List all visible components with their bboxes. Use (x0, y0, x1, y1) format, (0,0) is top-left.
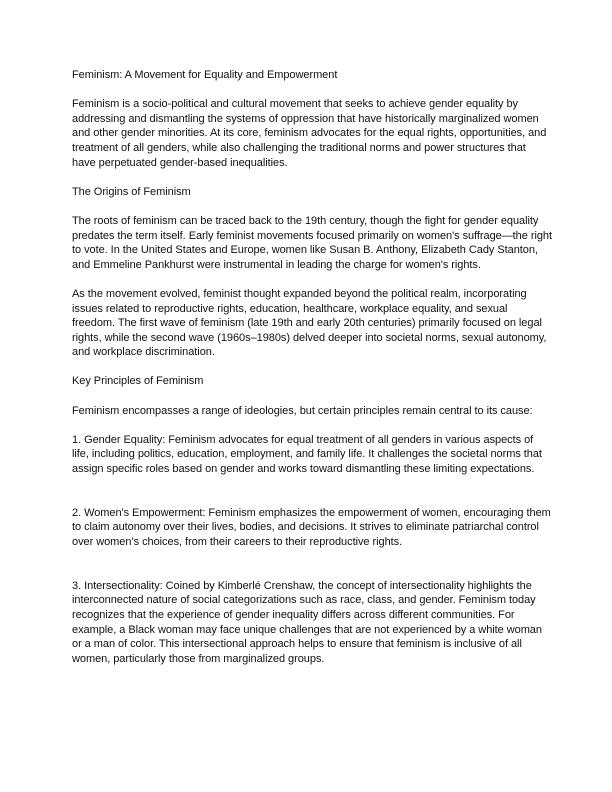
section-heading-origins: The Origins of Feminism (72, 185, 191, 198)
intro-paragraph: Feminism is a socio-political and cultural movement that seeks to achieve gender equality by addressing and dismantling the systems of oppression that have historically marginalized women and other gender minorities. At its core, feminism advocates for the equal rights, opportunities, and treatment of all genders, while also challenging the traditional norms and power structures that have perpetuated gender-based inequalities. (72, 98, 547, 169)
principle-item-intersectionality: 3. Intersectionality: Coined by Kimberlé Crenshaw, the concept of intersectionality highlights the interconnected nature of social categorizations such as race, class, and gender. Feminism today recognizes that the experience of gender inequality differs across different communities. For example, a Black woman may face unique challenges that are not experienced by a white woman or a man of color. This intersectional approach helps to ensure that feminism is inclusive of all women, particularly those from marginalized groups. (72, 579, 542, 665)
principles-intro: Feminism encompasses a range of ideologies, but certain principles remain central to its cause: (72, 404, 533, 417)
section-heading-principles: Key Principles of Feminism (72, 375, 204, 388)
document-page (72, 68, 552, 666)
origins-paragraph-1: The roots of feminism can be traced back to the 19th century, though the fight for gender equality predates the term itself. Early feminist movements focused primarily on women's suffrage—the right to vote. In the United States and Europe, women like Susan B. Anthony, Elizabeth Cady Stanton, and Emmeline Pankhurst were instrumental in leading the charge for women's rights. (72, 214, 552, 271)
origins-paragraph-2: As the movement evolved, feminist thought expanded beyond the political realm, incorporating issues related to reproductive rights, education, healthcare, workplace equality, and sexual freedom. The first wave of feminism (late 19th and early 20th centuries) primarily focused on legal rights, while the second wave (1960s–1980s) delved deeper into societal norms, sexual autonomy, and workplace discrimination. (72, 287, 547, 359)
principle-item-womens-empowerment: 2. Women's Empowerment: Feminism emphasizes the empowerment of women, encouraging them to claim autonomy over their lives, bodies, and decisions. It strives to eliminate patriarchal control over women’s choices, from their careers to their reproductive rights. (72, 506, 551, 548)
document-title: Feminism: A Movement for Equality and Empowerment (72, 69, 338, 81)
principle-item-gender-equality: 1. Gender Equality: Feminism advocates for equal treatment of all genders in various aspects of life, including politics, education, employment, and family life. It challenges the societal norms that assign specific roles based on gender and works toward dismantling these limiting expectations. (72, 433, 542, 476)
